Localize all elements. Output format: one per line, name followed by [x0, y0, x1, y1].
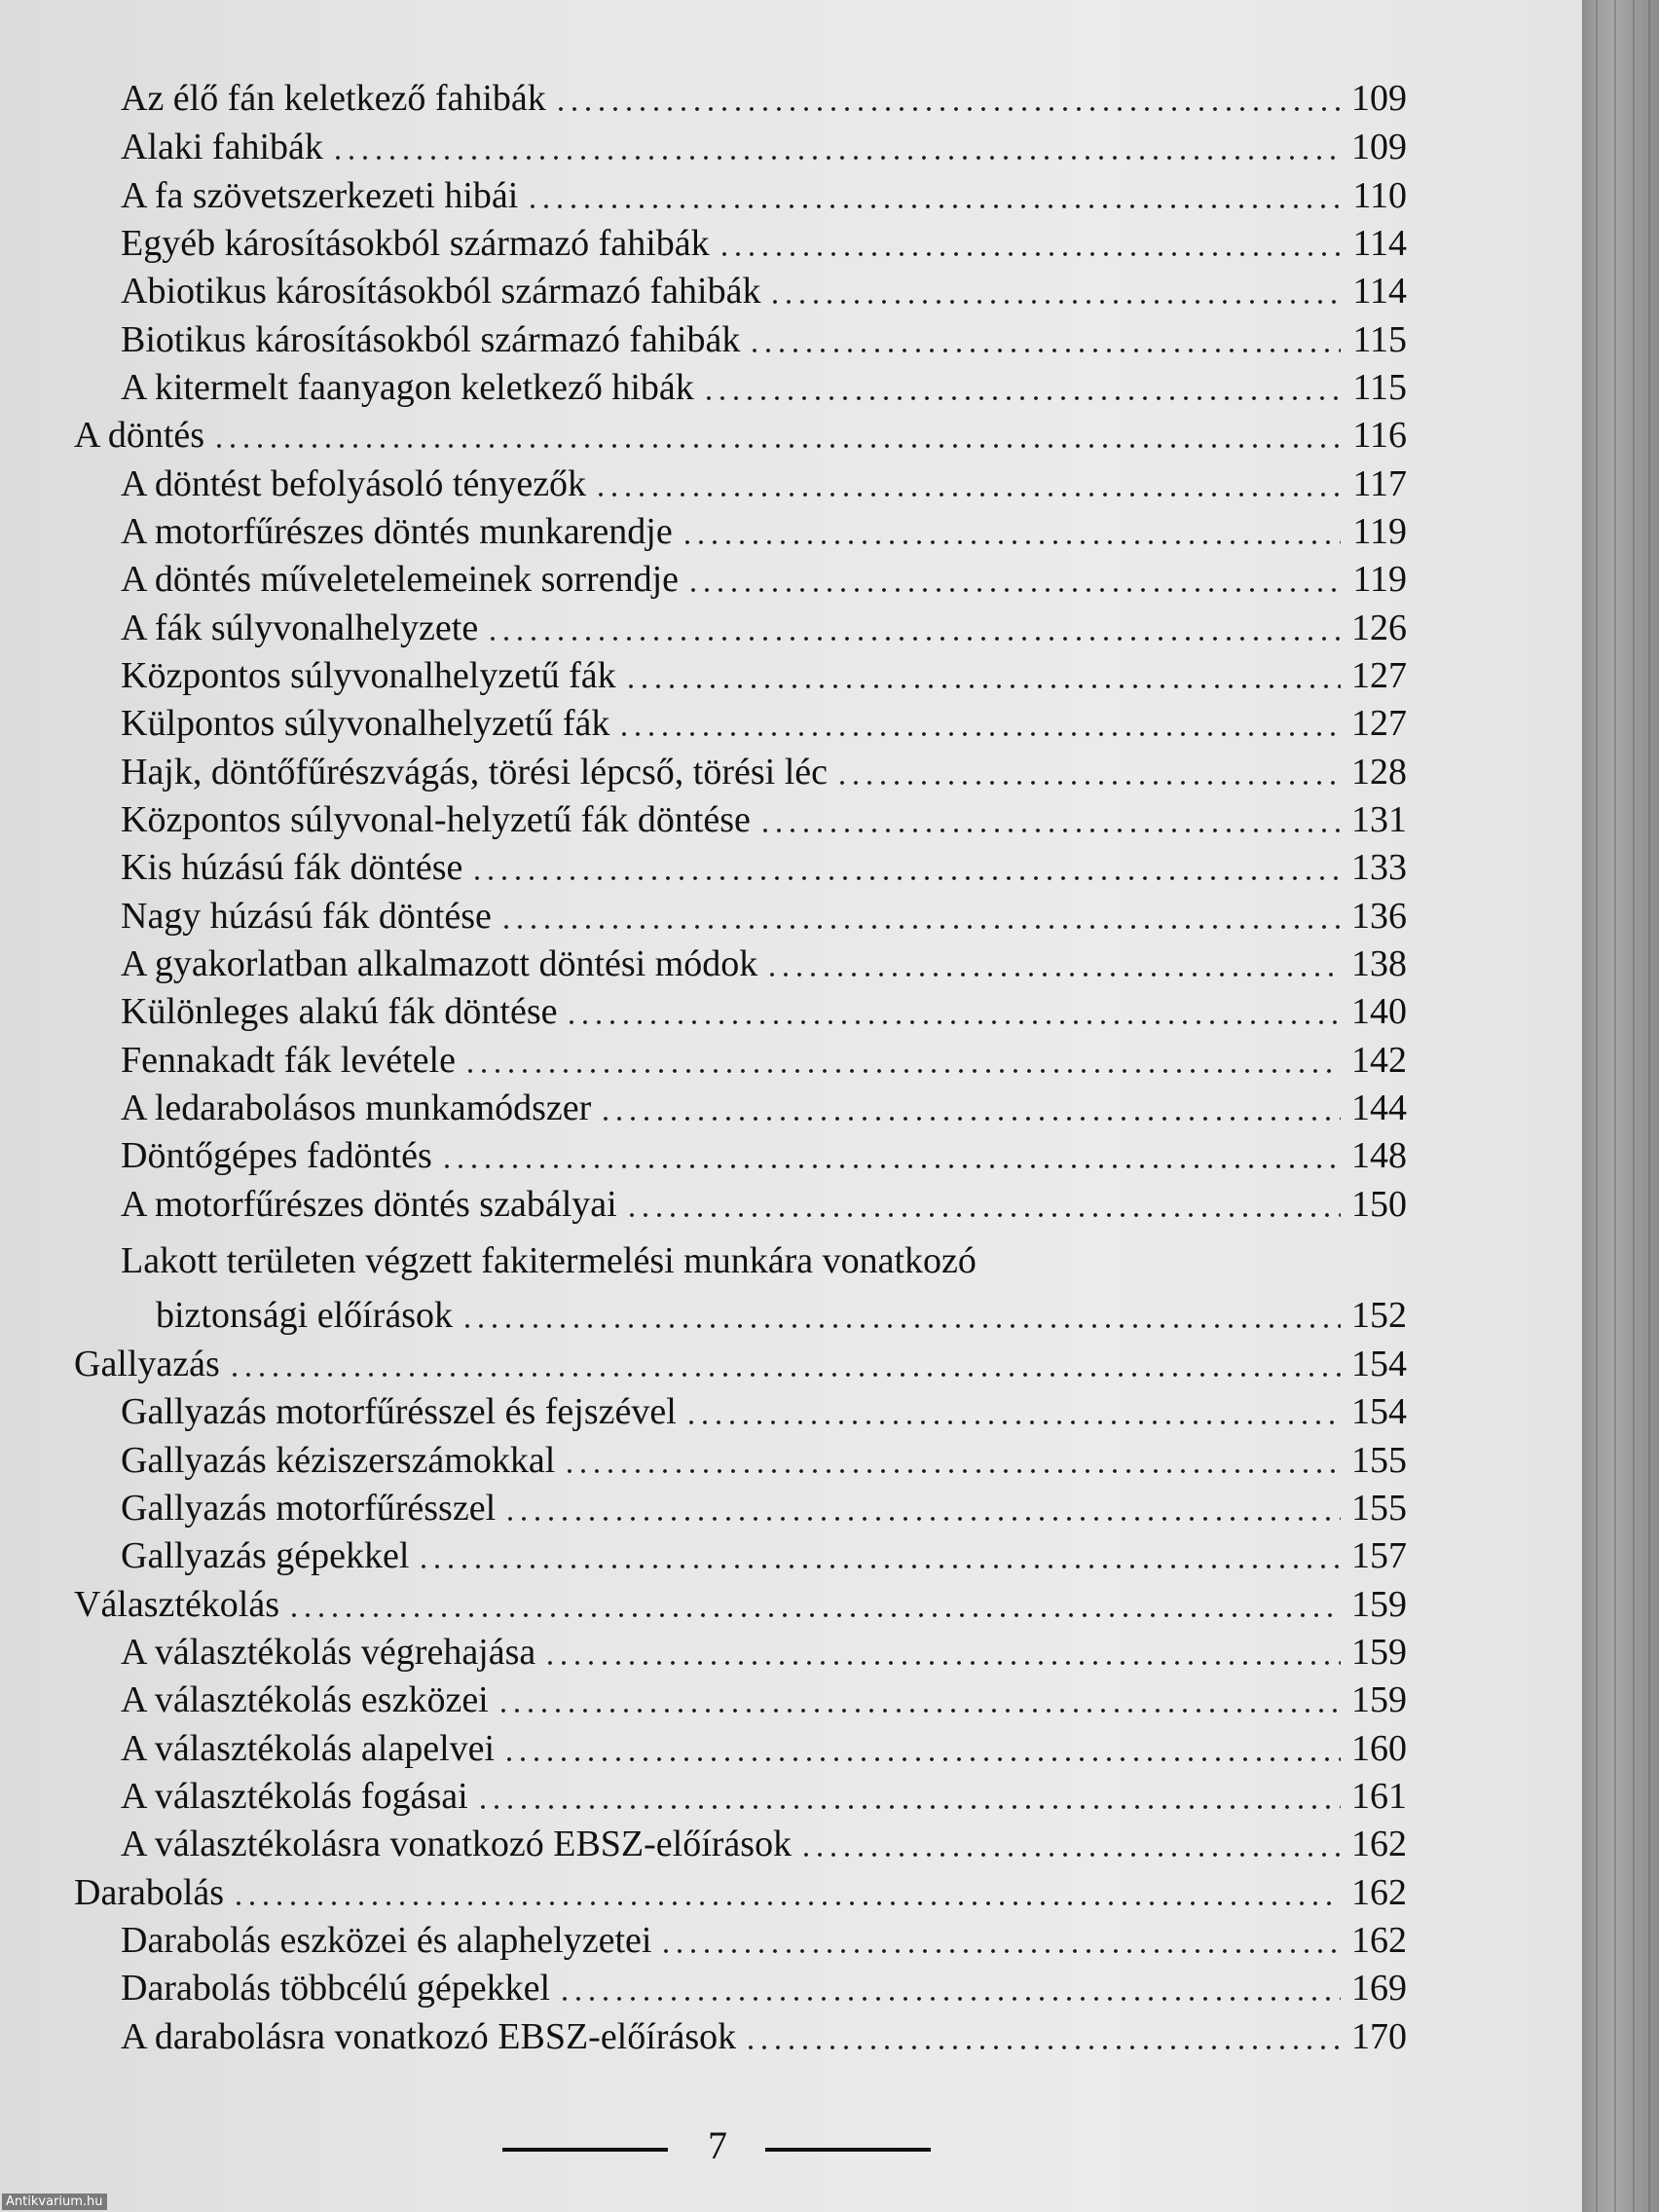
toc-chapter-row: [74, 1574, 1407, 1623]
dot-leader: [563, 1467, 1341, 1475]
dot-leader: [476, 1803, 1341, 1811]
dot-leader: [758, 827, 1341, 834]
toc-entry-title: Alaki fahibák: [121, 127, 323, 167]
toc-entry-title: Központos súlyvonal-helyzetű fák döntése: [121, 799, 751, 840]
watermark-text: Antikvarium.hu: [2, 2194, 107, 2210]
toc-page-number: 117: [1352, 463, 1407, 504]
toc-page-number: 115: [1352, 319, 1407, 360]
toc-entry-row: [121, 68, 1407, 117]
toc-entry-title: A darabolásra vonatkozó EBSZ-előírások: [121, 2016, 737, 2057]
toc-entry-title: Biotikus károsításokból származó fahibák: [121, 319, 741, 360]
dot-leader: [558, 1995, 1341, 2003]
toc-page-number: 131: [1351, 799, 1407, 840]
toc-entry-title: Központos súlyvonalhelyzetű fák: [121, 655, 616, 696]
toc-entry-title: Választékolás: [74, 1584, 280, 1625]
toc-entry-row: [121, 886, 1407, 935]
toc-page-number: 136: [1351, 896, 1407, 937]
toc-entry-row: [121, 1030, 1407, 1079]
toc-page-number: 161: [1351, 1776, 1407, 1817]
toc-page-number: 162: [1351, 1872, 1407, 1913]
dot-leader: [768, 298, 1341, 306]
toc-entry-row: [121, 1125, 1407, 1174]
spine-texture-line: [1648, 0, 1650, 2212]
toc-page-number: 119: [1352, 511, 1407, 552]
toc-entry-row: [121, 837, 1407, 886]
book-spine-shadow: [1582, 0, 1659, 2212]
dot-leader: [594, 491, 1341, 498]
toc-entry-row: [121, 1382, 1407, 1430]
toc-page-number: 133: [1351, 847, 1407, 888]
toc-entry-row: [121, 1078, 1407, 1126]
toc-page-number: 109: [1351, 78, 1407, 119]
toc-entry-title: Egyéb károsításokból származó fahibák: [121, 223, 710, 264]
toc-entry-title: A választékolás eszközei: [121, 1679, 489, 1720]
toc-entry-row: [121, 981, 1407, 1030]
toc-entry-title: A gyakorlatban alkalmazott döntési módok: [121, 943, 758, 984]
dot-leader: [684, 1419, 1341, 1426]
toc-entry-row: [121, 1766, 1407, 1815]
toc-entry-row: [121, 645, 1407, 694]
toc-entry-row: [121, 166, 1407, 214]
toc-page-number: 115: [1352, 367, 1407, 408]
toc-entry-row: [121, 454, 1407, 502]
dot-leader: [686, 586, 1341, 594]
spine-texture-line: [1633, 0, 1635, 2212]
dot-leader: [470, 874, 1341, 882]
toc-page-number: 114: [1352, 223, 1407, 264]
toc-page-number: 169: [1351, 1968, 1407, 2009]
dot-leader: [461, 1322, 1341, 1330]
toc-entry-row: [121, 1670, 1407, 1718]
toc-page-number: 109: [1351, 127, 1407, 167]
dot-leader: [499, 923, 1341, 931]
toc-entry-row: [121, 598, 1407, 646]
dot-leader: [463, 1067, 1341, 1075]
dot-leader: [625, 1211, 1341, 1219]
dot-leader: [503, 1515, 1341, 1523]
toc-page-number: 126: [1351, 608, 1407, 648]
toc-page-number: 116: [1352, 415, 1407, 456]
toc-entry-row: [121, 549, 1407, 598]
toc-page-number: 159: [1351, 1679, 1407, 1720]
footer-rule-right: [765, 2148, 931, 2152]
dot-leader: [624, 682, 1341, 690]
footer-rule-left: [502, 2148, 668, 2152]
toc-entry-row: [121, 1174, 1407, 1223]
toc-chapter-row: [74, 1334, 1407, 1382]
dot-leader: [835, 779, 1341, 787]
toc-entry-continuation-text: Lakott területen végzett fakitermelési munkára vonatkozó: [121, 1240, 977, 1281]
dot-leader: [417, 1563, 1341, 1570]
toc-page-number: 170: [1351, 2016, 1407, 2057]
toc-entry-title: A választékolás végrehajása: [121, 1632, 536, 1673]
toc-page-number: 159: [1351, 1584, 1407, 1625]
dot-leader: [526, 203, 1341, 210]
toc-entry-title: Abiotikus károsításokból származó fahibák: [121, 271, 761, 312]
dot-leader: [617, 730, 1341, 738]
dot-leader: [718, 250, 1341, 258]
toc-page-number: 140: [1351, 991, 1407, 1032]
toc-page-number: 144: [1351, 1088, 1407, 1128]
toc-page-number: 155: [1351, 1440, 1407, 1481]
toc-entry-title: Gallyazás motorfűrésszel és fejszével: [121, 1391, 677, 1432]
dot-leader: [486, 635, 1341, 643]
toc-entry-row: [121, 1622, 1407, 1671]
toc-entry-row: [121, 357, 1407, 406]
dot-leader: [681, 538, 1341, 546]
toc-entry-title: Külpontos súlyvonalhelyzetű fák: [121, 703, 610, 744]
toc-entry-title: Gallyazás gépekkel: [121, 1535, 410, 1576]
toc-entry-title: Különleges alakú fák döntése: [121, 991, 558, 1032]
toc-entry-title: Kis húzású fák döntése: [121, 847, 463, 888]
dot-leader: [599, 1115, 1341, 1123]
toc-page-number: 157: [1351, 1535, 1407, 1576]
dot-leader: [702, 394, 1341, 402]
toc-entry-row: [121, 1526, 1407, 1574]
toc-page-number: 148: [1351, 1135, 1407, 1176]
dot-leader: [565, 1018, 1341, 1026]
toc-entry-title: A döntés műveletelemeinek sorrendje: [121, 559, 679, 600]
toc-entry-row: [121, 790, 1407, 838]
toc-page-number: 152: [1351, 1295, 1407, 1336]
toc-entry-title: Fennakadt fák levétele: [121, 1040, 456, 1081]
toc-entry-title: Döntőgépes fadöntés: [121, 1135, 432, 1176]
toc-entry-title: Darabolás többcélú gépekkel: [121, 1968, 551, 2009]
toc-page-number: 142: [1351, 1040, 1407, 1081]
dot-leader: [659, 1947, 1341, 1955]
toc-entry-row: [121, 742, 1407, 791]
toc-entry-title: A választékolás alapelvei: [121, 1728, 496, 1769]
toc-chapter-row: [74, 1862, 1407, 1911]
dot-leader: [554, 105, 1341, 113]
toc-entry-row: [121, 1958, 1407, 2007]
toc-entry-row: [121, 213, 1407, 262]
toc-entry-title: A kitermelt faanyagon keletkező hibák: [121, 367, 694, 408]
toc-entry-title: biztonsági előírások: [156, 1295, 453, 1336]
toc-entry-title: Nagy húzású fák döntése: [121, 896, 492, 937]
toc-entry-row: [121, 1910, 1407, 1959]
page-number: 7: [708, 2123, 727, 2167]
dot-leader: [287, 1611, 1341, 1619]
toc-entry-row: [121, 261, 1407, 310]
toc-entry-row: [156, 1285, 1407, 1334]
toc-page-number: 127: [1351, 703, 1407, 744]
toc-entry-row: [121, 1430, 1407, 1479]
page-footer: [502, 2122, 931, 2171]
toc-entry-row: [121, 1814, 1407, 1862]
toc-page-number: 114: [1352, 271, 1407, 312]
toc-page-number: 154: [1351, 1344, 1407, 1384]
toc-page-number: 159: [1351, 1632, 1407, 1673]
toc-page-number: 160: [1351, 1728, 1407, 1769]
toc-entry-row: [121, 501, 1407, 550]
dot-leader: [232, 1899, 1341, 1907]
toc-entry-title: A motorfűrészes döntés szabályai: [121, 1184, 617, 1225]
dot-leader: [799, 1851, 1341, 1859]
toc-page-number: 128: [1351, 752, 1407, 793]
toc-entry-title: A választékolásra vonatkozó EBSZ-előírások: [121, 1824, 793, 1864]
toc-entry-title: A ledarabolásos munkamódszer: [121, 1088, 592, 1128]
toc-page-number: 138: [1351, 943, 1407, 984]
toc-entry-title: A fák súlyvonalhelyzete: [121, 608, 479, 648]
toc-entry-title: A választékolás fogásai: [121, 1776, 468, 1817]
spine-texture-line: [1596, 0, 1598, 2212]
toc-entry-title: A fa szövetszerkezeti hibái: [121, 175, 519, 216]
dot-leader: [440, 1162, 1341, 1170]
toc-entry-row: [121, 310, 1407, 358]
dot-leader: [748, 347, 1341, 354]
toc-page-number: 154: [1351, 1391, 1407, 1432]
toc-page-number: 150: [1351, 1184, 1407, 1225]
dot-leader: [744, 2044, 1341, 2051]
toc-entry-title: Gallyazás kéziszerszámokkal: [121, 1440, 556, 1481]
toc-chapter-row: [74, 405, 1407, 454]
toc-entry-title: Gallyazás motorfűrésszel: [121, 1488, 497, 1529]
toc-entry-row: [121, 1478, 1407, 1527]
toc-entry-row: [121, 1718, 1407, 1767]
toc-entry-row: [121, 2007, 1407, 2055]
toc-entry-row: [121, 934, 1407, 982]
dot-leader: [212, 442, 1341, 450]
toc-entry-title: Gallyazás: [74, 1344, 220, 1384]
toc-entry-title: Hajk, döntőfűrészvágás, törési lépcső, törési léc: [121, 752, 828, 793]
toc-entry-row: [121, 117, 1407, 166]
toc-entry-title: A motorfűrészes döntés munkarendje: [121, 511, 673, 552]
toc-page-number: 162: [1351, 1920, 1407, 1961]
dot-leader: [228, 1371, 1341, 1379]
dot-leader: [497, 1707, 1341, 1714]
toc-entry-title: A döntést befolyásoló tényezők: [121, 463, 587, 504]
dot-leader: [331, 154, 1341, 162]
dot-leader: [502, 1755, 1341, 1763]
toc-page-number: 162: [1351, 1824, 1407, 1864]
dot-leader: [765, 971, 1341, 978]
toc-entry-title: Darabolás eszközei és alaphelyzetei: [121, 1920, 652, 1961]
toc-page-number: 127: [1351, 655, 1407, 696]
toc-page-number: 155: [1351, 1488, 1407, 1529]
dot-leader: [543, 1659, 1341, 1667]
spine-texture-line: [1614, 0, 1616, 2212]
toc-page-number: 110: [1352, 175, 1407, 216]
toc-entry-title: A döntés: [74, 415, 205, 456]
toc-entry-title: Darabolás: [74, 1872, 225, 1913]
toc-page-number: 119: [1352, 559, 1407, 600]
toc-entry-title: Az élő fán keletkező fahibák: [121, 78, 546, 119]
toc-entry-row: [121, 693, 1407, 742]
